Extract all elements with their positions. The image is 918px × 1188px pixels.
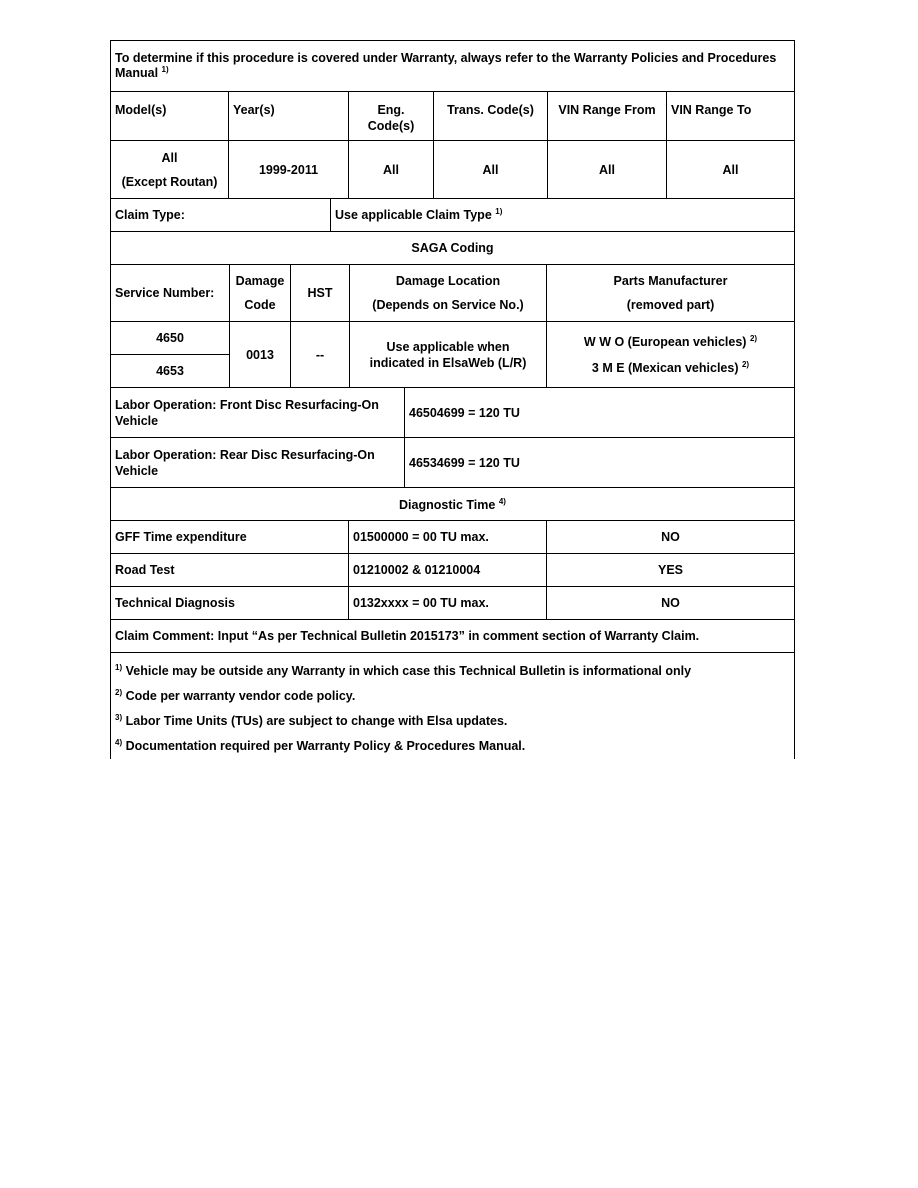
- diagnostic-row-technical: [110, 586, 795, 619]
- parts-manufacturer-line1: [584, 329, 757, 355]
- diagnostic-road-test-value: YES: [657, 563, 683, 577]
- year-value: 1999-2011: [229, 141, 349, 198]
- saga-header-row: [110, 264, 795, 321]
- claim-comment-row: [110, 619, 795, 652]
- diagnostic-row-gff: [110, 520, 795, 553]
- claim-type-text: Use applicable Claim Type: [335, 208, 492, 222]
- footnote-4-text: Documentation required per Warranty Policy & Procedures Manual.: [125, 739, 526, 753]
- parts-manufacturer-header-line1: Parts Manufacturer: [613, 274, 728, 288]
- footnote-3-ref: 3): [115, 712, 123, 722]
- model-header: Model(s): [111, 92, 229, 140]
- damage-code-value: 0013: [230, 322, 291, 387]
- claim-type-ref: 1): [495, 206, 503, 216]
- labor-rear-value: 46534699 = 120 TU: [409, 455, 520, 470]
- service-number-1: 4650: [156, 331, 184, 345]
- trans-header: Trans. Code(s): [434, 92, 548, 140]
- intro-text: To determine if this procedure is covered under Warranty, always refer to the Warranty Policies and Procedures Manual: [115, 51, 777, 80]
- damage-location-header: [350, 265, 547, 321]
- parts-manufacturer-line2: [592, 355, 749, 381]
- diagnostic-gff-value: NO: [661, 530, 680, 544]
- eng-value: All: [349, 141, 434, 198]
- hst-header: HST: [291, 265, 350, 321]
- labor-front-value: 46504699 = 120 TU: [409, 405, 520, 420]
- footnote-3: [115, 709, 790, 734]
- vin-from-value: All: [548, 141, 667, 198]
- footnote-4-ref: 4): [115, 737, 123, 747]
- footnotes-row: [110, 652, 795, 759]
- vehicle-header-row: [110, 91, 795, 140]
- model-value-line2: (Except Routan): [121, 174, 218, 189]
- footnote-1-text: Vehicle may be outside any Warranty in which case this Technical Bulletin is informational only: [125, 664, 692, 678]
- diagnostic-road-test-label: Road Test: [111, 554, 349, 586]
- footnote-4: [115, 734, 790, 759]
- footnote-2-ref: 2): [115, 687, 123, 697]
- diagnostic-title-ref: 4): [498, 496, 506, 506]
- footnote-2: [115, 684, 790, 709]
- footnotes: [111, 653, 794, 759]
- saga-title: SAGA Coding: [411, 241, 494, 255]
- vin-to-value: All: [722, 162, 739, 177]
- damage-location-header-line1: Damage Location: [395, 274, 501, 288]
- parts-manufacturer-value: [547, 322, 794, 387]
- diagnostic-gff-label: GFF Time expenditure: [111, 521, 349, 553]
- service-number-header: Service Number:: [111, 265, 230, 321]
- footnote-1: [115, 659, 790, 684]
- parts-manufacturer-ref2: 2): [741, 359, 750, 369]
- parts-manufacturer-3me: 3 M E (Mexican vehicles): [591, 360, 739, 375]
- footnote-1-ref: 1): [115, 662, 123, 672]
- claim-comment: Claim Comment: Input “As per Technical Bulletin 2015173” in comment section of Warranty Claim.: [115, 629, 700, 643]
- claim-type-row: [110, 198, 795, 231]
- damage-code-header-line2: Code: [244, 298, 276, 312]
- footnote-3-text: Labor Time Units (TUs) are subject to change with Elsa updates.: [125, 714, 508, 728]
- model-value: [111, 141, 229, 198]
- warranty-table: [110, 40, 795, 759]
- diagnostic-road-test-code: 01210002 & 01210004: [349, 554, 547, 586]
- trans-value: All: [434, 141, 548, 198]
- intro-cell: [111, 41, 794, 91]
- diagnostic-title: [111, 488, 794, 520]
- parts-manufacturer-ref1: 2): [749, 333, 758, 343]
- damage-location-header-line2: (Depends on Service No.): [372, 298, 524, 312]
- diagnostic-technical-code: 0132xxxx = 00 TU max.: [349, 587, 547, 619]
- claim-type-label: Claim Type:: [111, 199, 331, 231]
- hst-value: --: [291, 322, 350, 387]
- eng-header: Eng. Code(s): [349, 92, 434, 140]
- diagnostic-technical-label: Technical Diagnosis: [111, 587, 349, 619]
- vin-to-header: VIN Range To: [671, 103, 752, 117]
- footnote-2-text: Code per warranty vendor code policy.: [125, 689, 356, 703]
- diagnostic-title-text: Diagnostic Time: [399, 498, 496, 512]
- parts-manufacturer-header: [547, 265, 794, 321]
- labor-row-front: [110, 387, 795, 437]
- saga-values-row: [110, 321, 795, 387]
- labor-row-rear: [110, 437, 795, 487]
- labor-rear-label: Labor Operation: Rear Disc Resurfacing-On Vehicle: [111, 438, 405, 487]
- intro-row: [110, 40, 795, 91]
- diagnostic-row-road-test: [110, 553, 795, 586]
- vehicle-values-row: [110, 140, 795, 198]
- intro-ref: 1): [161, 64, 169, 74]
- vin-from-header: VIN Range From: [548, 92, 667, 140]
- year-header: Year(s): [229, 92, 349, 140]
- diagnostic-gff-code: 01500000 = 00 TU max.: [349, 521, 547, 553]
- parts-manufacturer-header-line2: (removed part): [626, 298, 715, 312]
- service-number-values: [111, 322, 230, 387]
- labor-front-label: Labor Operation: Front Disc Resurfacing-On Vehicle: [111, 388, 405, 437]
- damage-code-header: [230, 265, 291, 321]
- diagnostic-technical-value: NO: [661, 596, 680, 610]
- model-value-line1: All: [161, 150, 178, 165]
- damage-code-header-line1: Damage: [235, 274, 285, 288]
- saga-title-row: [110, 231, 795, 264]
- parts-manufacturer-wwo: W W O (European vehicles): [583, 334, 747, 349]
- claim-type-value: [331, 199, 794, 231]
- damage-location-value: Use applicable when indicated in ElsaWeb (L/R): [350, 322, 547, 387]
- diagnostic-title-row: [110, 487, 795, 520]
- service-number-2: 4653: [111, 354, 229, 387]
